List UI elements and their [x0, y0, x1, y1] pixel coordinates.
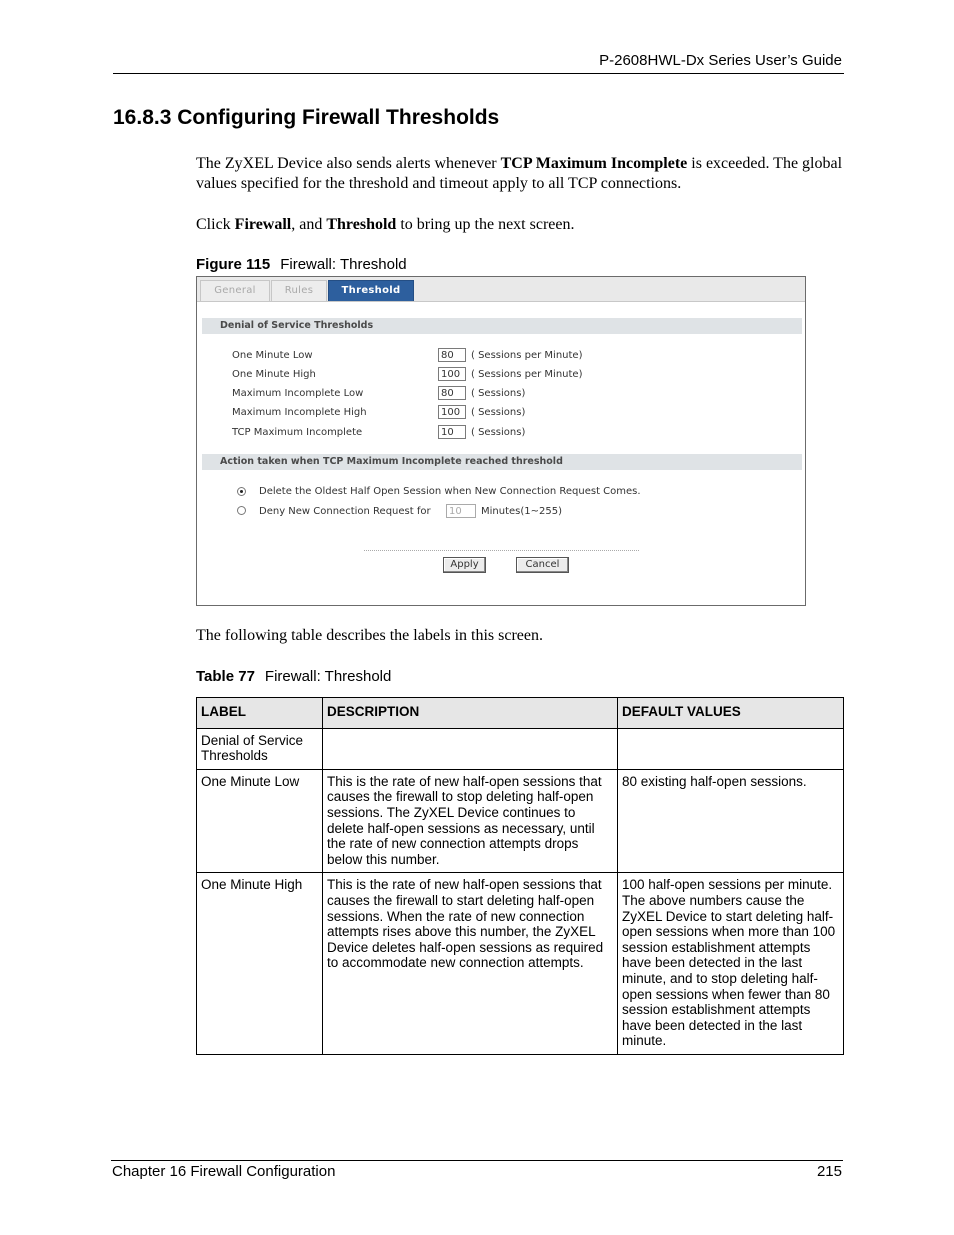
table-row: [197, 873, 844, 1055]
firewall-term: Firewall: [234, 216, 292, 233]
max-incomplete-low-unit: ( Sessions): [471, 388, 526, 399]
delete-oldest-label: Delete the Oldest Half Open Session when New Connection Request Comes.: [259, 486, 641, 497]
figure-caption-text: Firewall: Threshold: [280, 256, 407, 273]
row-description: This is the rate of new half-open sessions that causes the firewall to start deleting half-open sessions. When the rate of new connection attempts rises above this number, the ZyXEL Device deletes half-open sessions as required to accommodate new connection attempts.: [323, 873, 618, 1055]
dos-thresholds-header: Denial of Service Thresholds: [202, 318, 802, 334]
intro-paragraph-2: [196, 215, 846, 235]
deny-minutes-input[interactable]: 10: [446, 504, 476, 518]
figure-label: Figure 115: [196, 256, 271, 273]
row-default: 80 existing half-open sessions.: [618, 769, 844, 873]
firewall-threshold-screenshot: [196, 276, 806, 606]
table-label: Table 77: [196, 668, 255, 685]
row-default: 100 half-open sessions per minute. The above numbers cause the ZyXEL Device to start deleting half-open sessions when more than 100 session establishment attempts have been detected in the last minute, and to stop deleting half-open sessions when fewer than 80 session establishment attempts have been detected in the last minute.: [618, 873, 844, 1055]
tab-rules[interactable]: Rules: [271, 280, 327, 301]
row-label: One Minute High: [197, 873, 323, 1055]
bring-up-text: to bring up the next screen.: [396, 216, 575, 233]
table-caption-text: Firewall: Threshold: [264, 668, 392, 685]
one-minute-high-label: One Minute High: [232, 369, 316, 380]
delete-oldest-radio[interactable]: [237, 487, 246, 496]
deny-new-label: Deny New Connection Request for: [259, 506, 431, 517]
one-minute-low-label: One Minute Low: [232, 350, 313, 361]
max-incomplete-high-unit: ( Sessions): [471, 407, 526, 418]
table-row: [197, 769, 844, 873]
deny-new-radio[interactable]: [237, 506, 246, 515]
action-header: Action taken when TCP Maximum Incomplete reached threshold: [202, 454, 802, 470]
table-intro: The following table describes the labels in this screen.: [196, 627, 544, 644]
header-label: LABEL: [197, 698, 323, 729]
and-text: , and: [291, 216, 327, 233]
row-label: One Minute Low: [197, 769, 323, 873]
dotted-divider: [364, 550, 639, 551]
row-description: [323, 728, 618, 769]
apply-button[interactable]: Apply: [443, 557, 486, 573]
section-title: 16.8.3 Configuring Firewall Thresholds: [113, 106, 500, 129]
one-minute-high-input[interactable]: 100: [438, 367, 466, 381]
max-incomplete-high-input[interactable]: 100: [438, 405, 466, 419]
footer-chapter: Chapter 16 Firewall Configuration: [112, 1163, 336, 1180]
one-minute-high-unit: ( Sessions per Minute): [471, 369, 583, 380]
threshold-table: [196, 697, 844, 1055]
table-row: [197, 728, 844, 769]
one-minute-low-unit: ( Sessions per Minute): [471, 350, 583, 361]
tab-bar: [197, 277, 805, 302]
table-header-row: [197, 698, 844, 729]
footer-rule: [111, 1160, 843, 1161]
footer-page-number: 215: [816, 1163, 842, 1180]
max-incomplete-low-label: Maximum Incomplete Low: [232, 388, 364, 399]
tcp-max-incomplete-input[interactable]: 10: [438, 425, 466, 439]
row-default: [618, 728, 844, 769]
header-description: DESCRIPTION: [323, 698, 618, 729]
click-text: Click: [196, 216, 235, 233]
max-incomplete-low-input[interactable]: 80: [438, 386, 466, 400]
intro-bold-term: TCP Maximum Incomplete: [500, 155, 688, 172]
max-incomplete-high-label: Maximum Incomplete High: [232, 407, 367, 418]
header-rule: [113, 73, 844, 74]
cancel-button[interactable]: Cancel: [516, 557, 569, 573]
intro-text: The ZyXEL Device also sends alerts whenever: [196, 155, 501, 172]
guide-title: P-2608HWL-Dx Series User’s Guide: [599, 52, 842, 69]
row-label: Denial of Service Thresholds: [197, 728, 323, 769]
row-description: This is the rate of new half-open sessions that causes the firewall to stop deleting half-open sessions. The ZyXEL Device continues to delete half-open sessions as necessary, until the rate of new connection attempts drops below this number.: [323, 769, 618, 873]
deny-minutes-unit: Minutes(1~255): [481, 506, 562, 517]
tcp-max-incomplete-label: TCP Maximum Incomplete: [232, 427, 363, 438]
tcp-max-incomplete-unit: ( Sessions): [471, 427, 526, 438]
one-minute-low-input[interactable]: 80: [438, 348, 466, 362]
intro-text-cont: is exceeded. The global values specified for the threshold and timeout apply to all TCP connections.: [196, 155, 843, 192]
tab-general[interactable]: General: [200, 280, 270, 301]
table-caption: [196, 668, 391, 685]
figure-caption: [196, 256, 407, 273]
intro-paragraph-1: [196, 154, 846, 194]
tab-threshold[interactable]: Threshold: [328, 280, 414, 301]
threshold-term: Threshold: [326, 216, 397, 233]
header-default-values: DEFAULT VALUES: [618, 698, 844, 729]
